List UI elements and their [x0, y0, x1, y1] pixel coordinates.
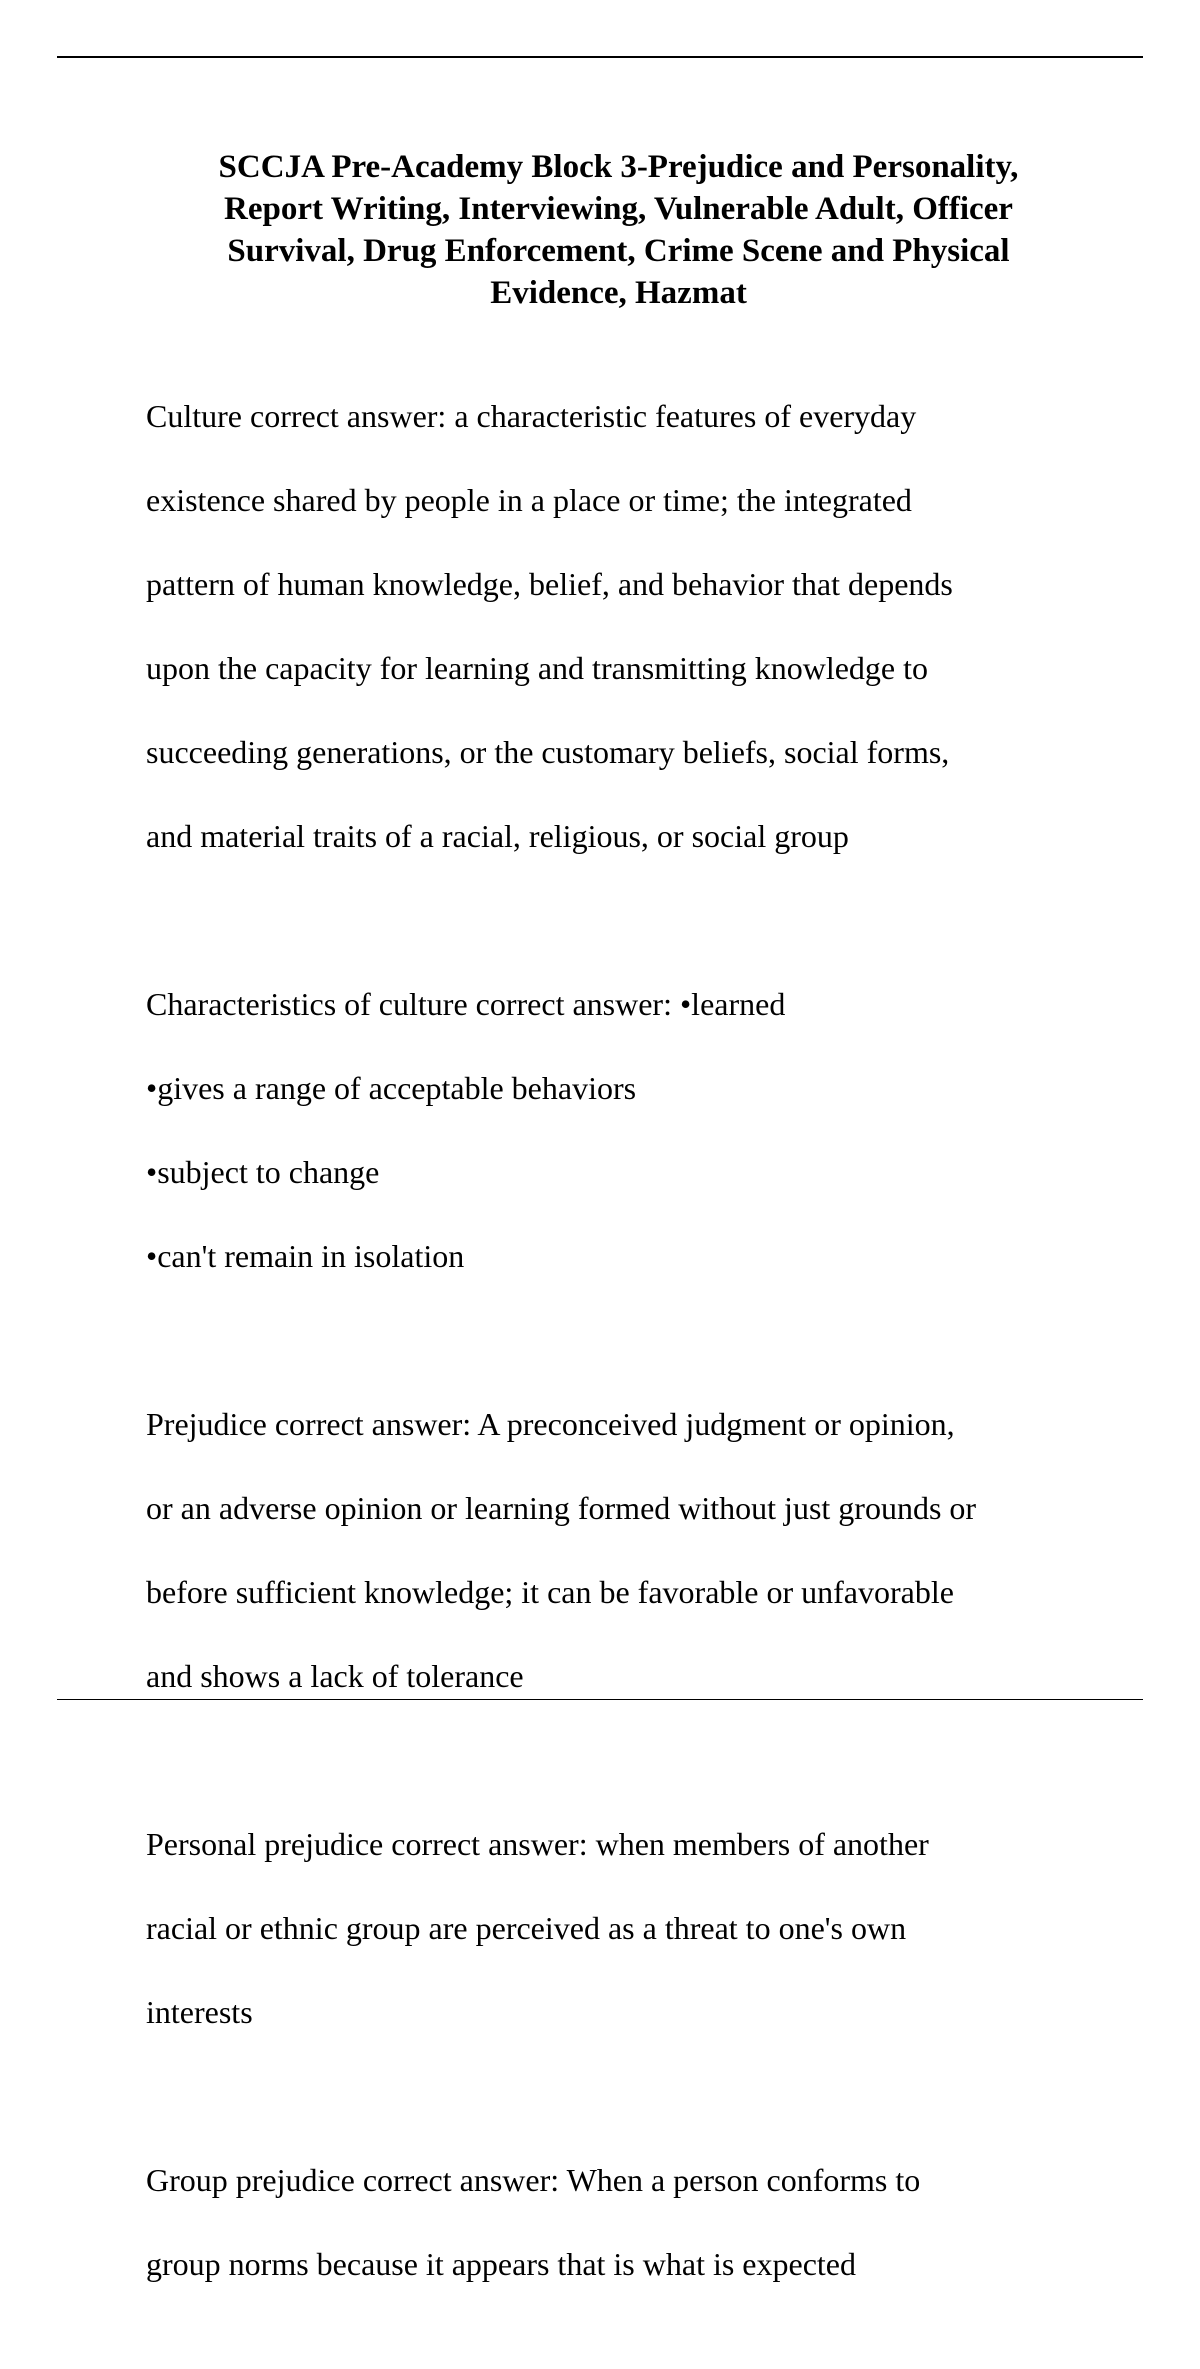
entry-line: upon the capacity for learning and transmitting knowledge to: [146, 650, 928, 686]
entry-line: and material traits of a racial, religious, or social group: [146, 818, 849, 854]
entry-personal-prejudice: [146, 1781, 1091, 2075]
entry-culture: [146, 353, 1091, 899]
entry-line: Group prejudice correct answer: When a person conforms to: [146, 2162, 921, 2198]
entry-prejudice: [146, 1361, 1091, 1739]
title-line: Evidence, Hazmat: [490, 275, 747, 311]
entry-line: Prejudice correct answer: A preconceived judgment or opinion,: [146, 1406, 955, 1442]
entry-line: before sufficient knowledge; it can be favorable or unfavorable: [146, 1574, 954, 1610]
entry-line: •gives a range of acceptable behaviors: [146, 1070, 637, 1106]
top-divider: [57, 56, 1143, 58]
entry-line: pattern of human knowledge, belief, and behavior that depends: [146, 566, 953, 602]
title-line: Survival, Drug Enforcement, Crime Scene and Physical: [227, 233, 1010, 269]
entry-line: existence shared by people in a place or time; the integrated: [146, 482, 912, 518]
entry-line: interests: [146, 1994, 253, 2030]
entry-line: Characteristics of culture correct answer: •learned: [146, 986, 786, 1022]
entry-line: group norms because it appears that is what is expected: [146, 2246, 856, 2282]
entry-line: succeeding generations, or the customary beliefs, social forms,: [146, 734, 950, 770]
entry-line: Personal prejudice correct answer: when members of another: [146, 1826, 929, 1862]
document-title: [146, 146, 1091, 314]
entry-group-prejudice: [146, 2117, 1091, 2327]
entry-line: •subject to change: [146, 1154, 380, 1190]
entry-line: and shows a lack of tolerance: [146, 1658, 524, 1694]
entry-line: Culture correct answer: a characteristic features of everyday: [146, 398, 917, 434]
flashcard-list: [146, 353, 1091, 2327]
entry-characteristics-of-culture: [146, 941, 1091, 1319]
title-line: SCCJA Pre-Academy Block 3-Prejudice and Personality,: [218, 149, 1019, 185]
entry-line: •can't remain in isolation: [146, 1238, 465, 1274]
title-line: Report Writing, Interviewing, Vulnerable Adult, Officer: [224, 191, 1013, 227]
document-page: [146, 146, 1091, 2369]
entry-line: racial or ethnic group are perceived as a threat to one's own: [146, 1910, 907, 1946]
entry-line: or an adverse opinion or learning formed without just grounds or: [146, 1490, 977, 1526]
